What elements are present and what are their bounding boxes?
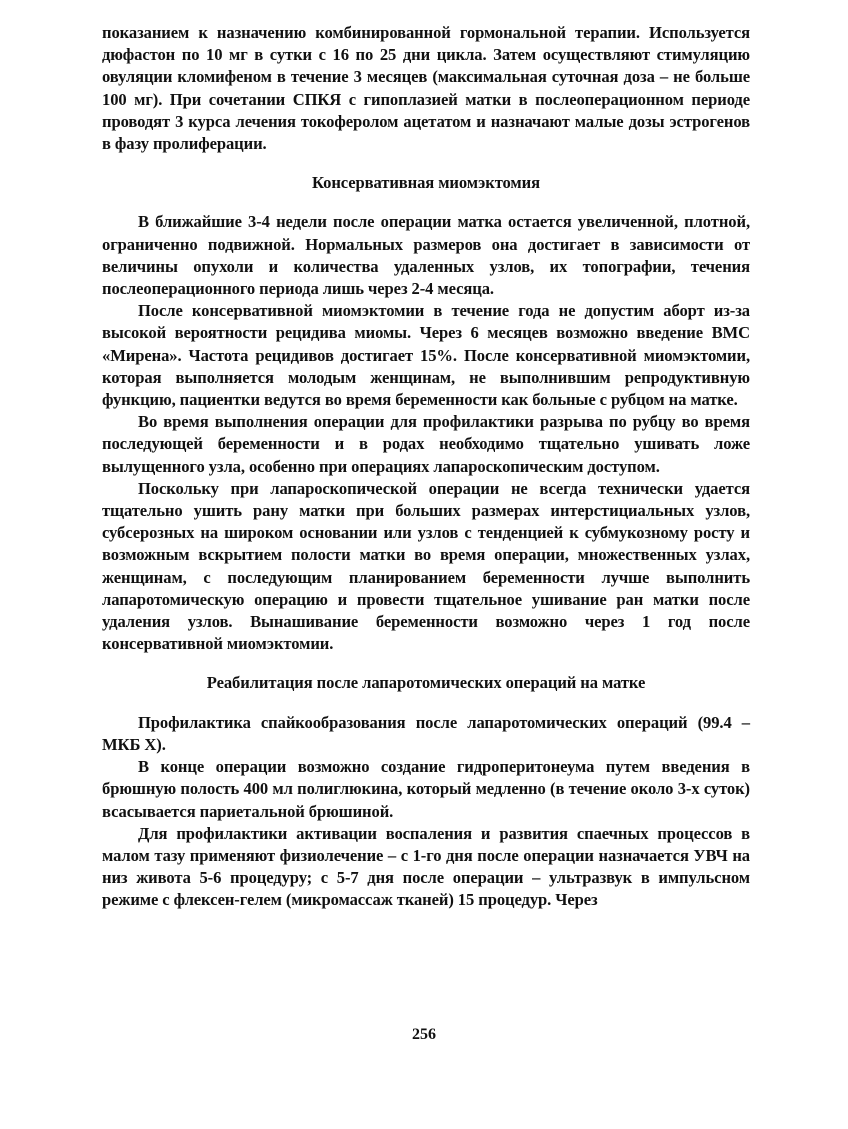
page-number: 256 [412, 1026, 436, 1043]
paragraph: После консервативной миомэктомии в течение года не допустим аборт из-за высокой вероятности рецидива миомы. Через 6 месяцев возможно введение ВМС «Мирена». Частота рецидивов достигает 15%. После консервативной миомэктомии, которая выполняется молодым женщинам, не выполнившим репродуктивную функцию, пациентки ведутся во время беременности как больные с рубцом на матке. [102, 301, 750, 410]
paragraph: Для профилактики активации воспаления и развития спаечных процессов в малом тазу применяют физиолечение – с 1-го дня после операции назначается УВЧ на низ живота 5-6 процедуру; с 5-7 дня после операции – ультразвук в импульсном режиме с флексен-гелем (микромассаж тканей) 15 процедур. Через [102, 823, 750, 910]
paragraph: В конце операции возможно создание гидроперитонеума путем введения в брюшную полость 400 мл полиглюкина, который медленно (в течение около 3-х суток) всасывается париетальной брюшиной. [102, 757, 750, 821]
section-heading-myomectomy: Консервативная миомэктомия [312, 173, 540, 193]
paragraph: В ближайшие 3-4 недели после операции матка остается увеличенной, плотной, ограниченно подвижной. Нормальных размеров она достигает в зависимости от величины опухоли и количества удаленных узлов, их топографии, течения послеоперационного периода лишь через 2-4 месяца. [102, 212, 750, 299]
paragraph: Во время выполнения операции для профилактики разрыва по рубцу во время последующей беременности и в родах необходимо тщательно ушивать ложе вылущенного узла, особенно при операциях лапароскопическим доступом. [102, 412, 750, 476]
paragraph: Профилактика спайкообразования после лапаротомических операций (99.4 – МКБ X). [102, 712, 750, 754]
paragraph: Поскольку при лапароскопической операции не всегда технически удается тщательно ушить рану матки при больших размерах интерстициальных узлов, субсерозных на широком основании или узлов с тенденцией к субмукозному росту и возможным вскрытием полости матки во время операции, множественных узлах, женщинам, с последующим планированием беременности лучше выполнить лапаротомическую операцию и провести тщательное ушивание ран матки после удаления узлов. Вынашивание беременности возможно через 1 год после консервативной миомэктомии. [102, 478, 750, 654]
page-content [102, 22, 750, 912]
intro-paragraph: показанием к назначению комбинированной гормональной терапии. Используется дюфастон по 10 мг в сутки с 16 по 25 дни цикла. Затем осуществляют стимуляцию овуляции кломифеном в течение 3 месяцев (максимальная суточная доза – не больше 100 мг). При сочетании СПКЯ с гипоплазией матки в послеоперационном периоде проводят 3 курса лечения токоферолом ацетатом и назначают малые дозы эстрогенов в фазу пролиферации. [102, 23, 750, 154]
section-heading-rehabilitation: Реабилитация после лапаротомических операций на матке [206, 673, 646, 693]
